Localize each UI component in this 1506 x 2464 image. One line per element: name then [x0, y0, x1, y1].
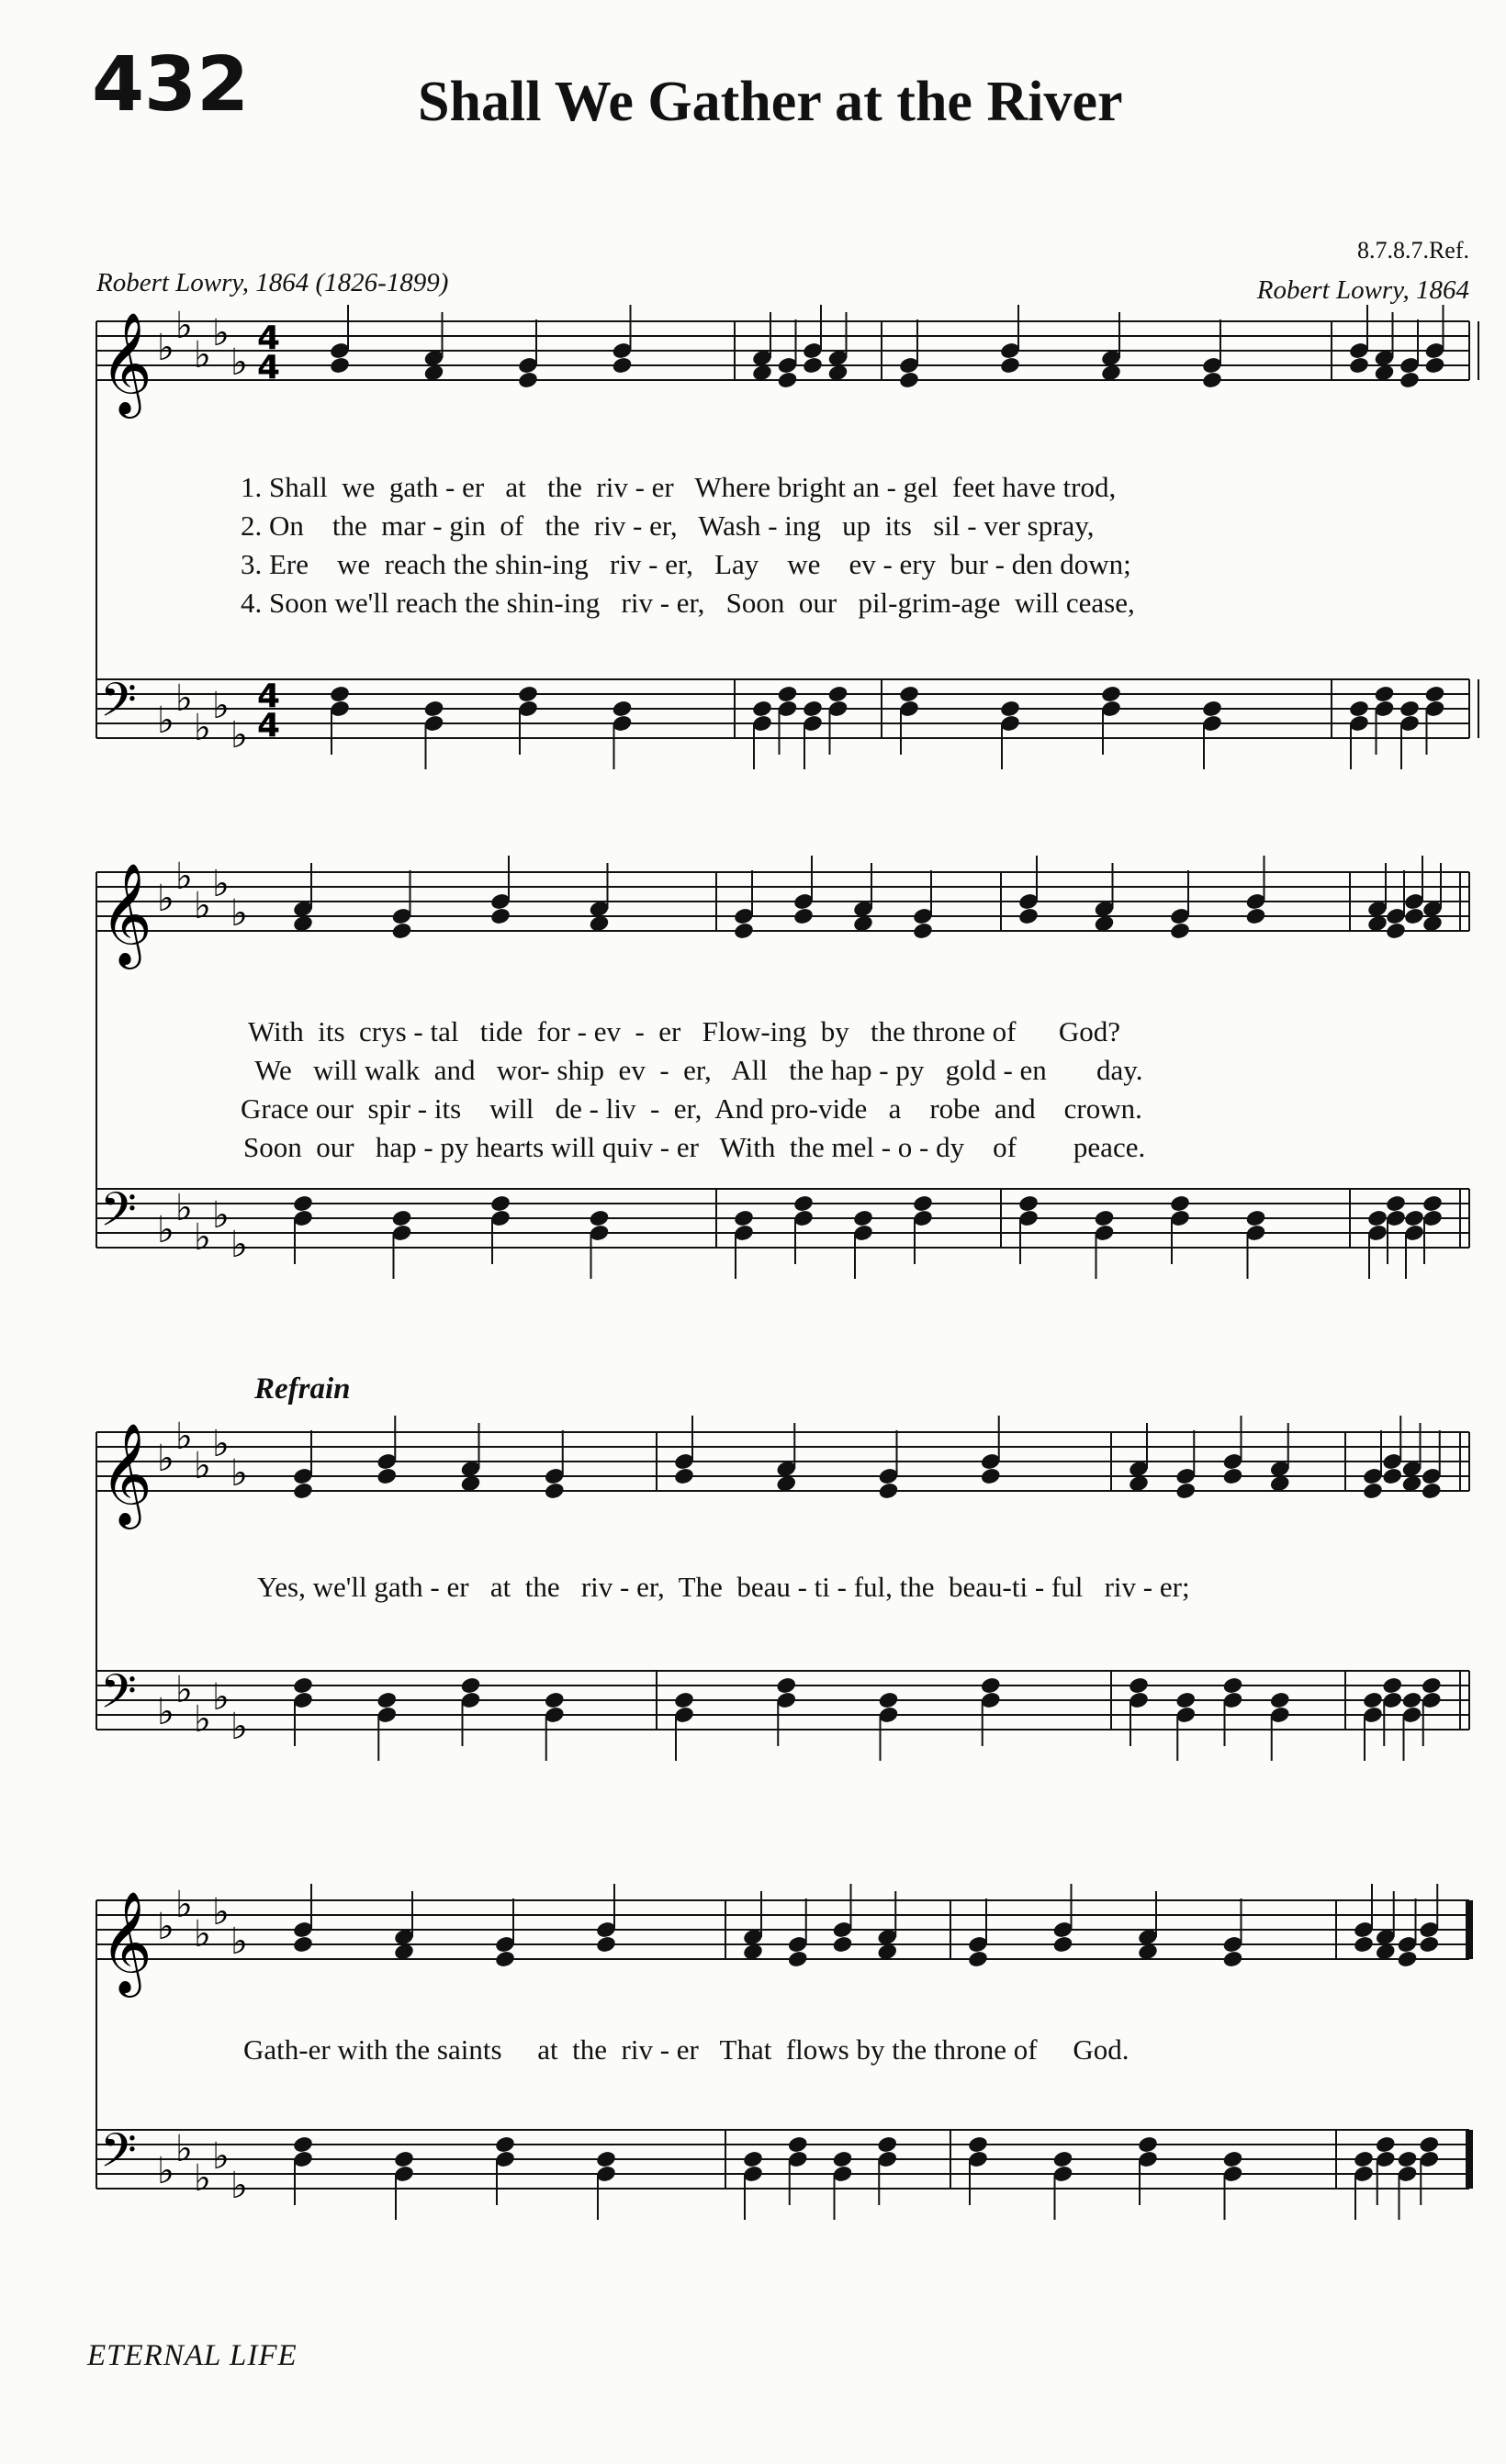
refrain-label: Refrain: [254, 1372, 351, 1406]
note-head: [391, 922, 413, 941]
note-head: [967, 1950, 989, 1969]
note-head: [1424, 356, 1446, 375]
note-head: [1381, 1676, 1403, 1696]
note-head: [1397, 1950, 1419, 1969]
note-head: [1137, 2135, 1159, 2155]
note-head: [792, 907, 815, 926]
note-head: [489, 1194, 511, 1214]
note-head: [876, 2135, 898, 2155]
flat-icon: ♭: [194, 885, 211, 927]
note-head: [1362, 1691, 1384, 1710]
bass-clef-icon: 𝄢: [100, 1663, 137, 1730]
note-head: [775, 1676, 797, 1696]
note-head: [1222, 1950, 1244, 1969]
note-head: [1222, 1676, 1244, 1696]
note-head: [517, 371, 539, 390]
note-head: [1403, 907, 1425, 926]
note-head: [1418, 2135, 1440, 2155]
note-head: [1362, 1482, 1384, 1501]
note-head: [1269, 1691, 1291, 1710]
bass-clef-icon: 𝄢: [100, 672, 137, 739]
flat-icon: ♭: [157, 1906, 174, 1948]
words-credit: Robert Lowry, 1864 (1826-1899): [96, 268, 449, 297]
verse-2-line-1: 2. On the mar - gin of the riv - er, Wash - ing up its sil - ver spray,: [241, 510, 1095, 542]
note-head: [517, 685, 539, 704]
note-head: [852, 1209, 874, 1228]
note-head: [1421, 1676, 1443, 1696]
flat-icon: ♭: [157, 700, 174, 742]
note-head: [1421, 1482, 1443, 1501]
note-head: [792, 1194, 815, 1214]
treble-clef-icon: 𝄞: [100, 1422, 152, 1525]
flat-icon: ♭: [230, 1706, 248, 1748]
note-head: [589, 1209, 611, 1228]
note-head: [1353, 1935, 1375, 1954]
note-head: [612, 356, 634, 375]
verse-1-line-2: With its crys - tal tide for - ev - er Flow-ing by the throne of God?: [248, 1015, 1121, 1047]
flat-icon: ♭: [212, 2135, 230, 2178]
flat-icon: ♭: [212, 1194, 230, 1237]
flat-icon: ♭: [212, 685, 230, 727]
note-head: [1169, 1194, 1191, 1214]
flat-icon: ♭: [230, 1921, 248, 1963]
note-head: [733, 1209, 755, 1228]
treble-clef-icon: 𝄞: [100, 311, 152, 414]
refrain-line-2: Gath-er with the saints at the riv - er That flows by the throne of God.: [243, 2033, 1130, 2066]
note-head: [1422, 1194, 1444, 1214]
hymn-number: 432: [92, 41, 250, 129]
flat-icon: ♭: [175, 1884, 193, 1926]
note-head: [878, 1482, 900, 1501]
note-head: [1348, 356, 1370, 375]
flat-icon: ♭: [230, 2165, 248, 2207]
note-head: [1052, 2150, 1074, 2169]
flat-icon: ♭: [230, 892, 248, 935]
note-head: [999, 356, 1021, 375]
note-head: [1017, 907, 1040, 926]
note-head: [292, 1194, 314, 1214]
flat-icon: ♭: [175, 2128, 193, 2170]
flat-icon: ♭: [157, 1438, 174, 1480]
flat-icon: ♭: [157, 1691, 174, 1733]
flat-icon: ♭: [194, 334, 211, 376]
flat-icon: ♭: [194, 2157, 211, 2200]
bass-clef-icon: 𝄢: [100, 1182, 137, 1249]
note-head: [1399, 700, 1421, 719]
flat-icon: ♭: [230, 1452, 248, 1495]
flat-icon: ♭: [212, 1676, 230, 1719]
flat-icon: ♭: [230, 342, 248, 384]
note-head: [1374, 685, 1396, 704]
note-head: [1424, 685, 1446, 704]
flat-icon: ♭: [212, 863, 230, 905]
flat-icon: ♭: [230, 1224, 248, 1266]
note-head: [802, 700, 824, 719]
flat-icon: ♭: [175, 856, 193, 898]
verse-3-line-1: 3. Ere we reach the shin-ing riv - er, Lay we ev - ery bur - den down;: [241, 548, 1131, 580]
note-head: [376, 1467, 398, 1486]
note-head: [1094, 1209, 1116, 1228]
time-signature-bottom: 4: [257, 707, 281, 745]
note-head: [1169, 922, 1191, 941]
note-head: [595, 2150, 617, 2169]
note-head: [1385, 1194, 1407, 1214]
note-head: [460, 1676, 482, 1696]
flat-icon: ♭: [194, 1698, 211, 1741]
note-head: [827, 685, 849, 704]
hymn-title: Shall We Gather at the River: [418, 71, 1123, 133]
note-head: [393, 2150, 415, 2169]
note-head: [612, 700, 634, 719]
note-head: [391, 1209, 413, 1228]
note-head: [595, 1935, 617, 1954]
note-head: [1381, 1467, 1403, 1486]
note-head: [1245, 1209, 1267, 1228]
note-head: [787, 2135, 809, 2155]
note-head: [292, 1935, 314, 1954]
note-head: [1375, 2135, 1397, 2155]
flat-icon: ♭: [175, 678, 193, 720]
note-head: [376, 1691, 398, 1710]
note-head: [1017, 1194, 1040, 1214]
time-signature-bottom: 4: [257, 349, 281, 386]
note-head: [1418, 1935, 1440, 1954]
note-head: [1052, 1935, 1074, 1954]
note-head: [1201, 700, 1223, 719]
note-head: [1174, 1691, 1197, 1710]
verse-2-line-2: We will walk and wor- ship ev - er, All the hap - py gold - en day.: [248, 1054, 1143, 1086]
note-head: [1245, 907, 1267, 926]
note-head: [494, 1950, 516, 1969]
note-head: [1100, 685, 1122, 704]
bass-clef-icon: 𝄢: [100, 2122, 137, 2190]
note-head: [967, 2135, 989, 2155]
flat-icon: ♭: [175, 1187, 193, 1229]
note-head: [733, 922, 755, 941]
note-head: [878, 1691, 900, 1710]
flat-icon: ♭: [157, 878, 174, 920]
note-head: [292, 1676, 314, 1696]
time-signature-top: 4: [257, 319, 281, 357]
verse-4-line-1: 4. Soon we'll reach the shin-ing riv - er, Soon our pil-grim-age will cease,: [241, 587, 1135, 619]
meter: 8.7.8.7.Ref.: [1356, 237, 1469, 263]
note-head: [329, 356, 351, 375]
section-footer: ETERNAL LIFE: [87, 2339, 298, 2372]
verse-4-line-2: Soon our hap - py hearts will quiv - er With the mel - o - dy of peace.: [243, 1131, 1146, 1163]
flat-icon: ♭: [175, 1416, 193, 1458]
note-head: [787, 1950, 809, 1969]
note-head: [1201, 371, 1223, 390]
flat-icon: ♭: [212, 1891, 230, 1933]
flat-icon: ♭: [157, 1209, 174, 1251]
verse-1-line-1: 1. Shall we gath - er at the riv - er Where bright an - gel feet have trod,: [241, 471, 1117, 503]
note-head: [980, 1676, 1002, 1696]
note-head: [1399, 371, 1421, 390]
flat-icon: ♭: [212, 1423, 230, 1465]
note-head: [742, 2150, 764, 2169]
note-head: [489, 907, 511, 926]
note-head: [832, 2150, 854, 2169]
note-head: [1174, 1482, 1197, 1501]
note-head: [544, 1482, 566, 1501]
flat-icon: ♭: [194, 1216, 211, 1259]
note-head: [777, 371, 799, 390]
note-head: [1403, 1209, 1425, 1228]
note-head: [292, 1482, 314, 1501]
note-head: [1222, 1467, 1244, 1486]
note-head: [751, 700, 773, 719]
note-head: [1222, 2150, 1244, 2169]
flat-icon: ♭: [194, 1913, 211, 1955]
verse-3-line-2: Grace our spir - its will de - liv - er, And pro-vide a robe and crown.: [241, 1092, 1142, 1125]
flat-icon: ♭: [175, 1669, 193, 1711]
note-head: [999, 700, 1021, 719]
treble-clef-icon: 𝄞: [100, 1890, 152, 1993]
note-head: [1348, 700, 1370, 719]
flat-icon: ♭: [157, 327, 174, 369]
flat-icon: ♭: [157, 2150, 174, 2192]
note-head: [1401, 1691, 1423, 1710]
note-head: [898, 685, 920, 704]
note-head: [912, 1194, 934, 1214]
note-head: [1397, 2150, 1419, 2169]
flat-icon: ♭: [230, 714, 248, 756]
note-head: [802, 356, 824, 375]
note-head: [673, 1691, 695, 1710]
note-head: [494, 2135, 516, 2155]
note-head: [292, 2135, 314, 2155]
note-head: [777, 685, 799, 704]
refrain-line-1: Yes, we'll gath - er at the riv - er, The beau - ti - ful, the beau-ti - ful riv - er;: [257, 1571, 1190, 1603]
time-signature-top: 4: [257, 678, 281, 715]
note-head: [423, 700, 445, 719]
note-head: [329, 685, 351, 704]
flat-icon: ♭: [194, 707, 211, 749]
note-head: [673, 1467, 695, 1486]
treble-clef-icon: 𝄞: [100, 862, 152, 965]
note-head: [912, 922, 934, 941]
flat-icon: ♭: [194, 1445, 211, 1487]
note-head: [1128, 1676, 1150, 1696]
note-head: [1353, 2150, 1375, 2169]
note-head: [544, 1691, 566, 1710]
flat-icon: ♭: [212, 312, 230, 354]
note-head: [832, 1935, 854, 1954]
note-head: [898, 371, 920, 390]
music-credit: Robert Lowry, 1864: [1256, 275, 1469, 305]
note-head: [1366, 1209, 1388, 1228]
note-head: [1385, 922, 1407, 941]
note-head: [980, 1467, 1002, 1486]
flat-icon: ♭: [175, 305, 193, 347]
